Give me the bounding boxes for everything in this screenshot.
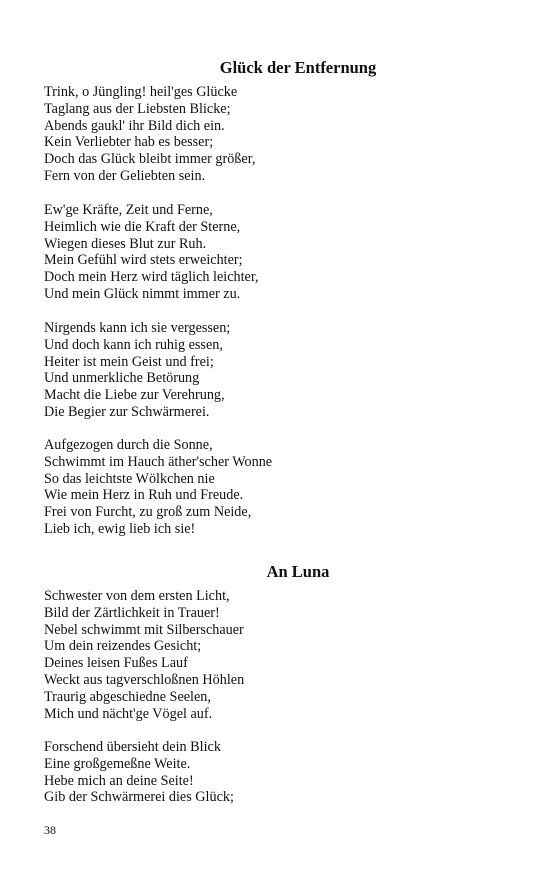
verse-line: Um dein reizendes Gesicht; (44, 638, 202, 655)
verse-line: Deines leisen Fußes Lauf (44, 655, 188, 672)
verse-line: Eine großgemeßne Weite. (44, 755, 191, 772)
verse-line: Macht die Liebe zur Verehrung, (44, 387, 225, 404)
stanza (44, 84, 255, 185)
verse-line: Und mein Glück nimmt immer zu. (44, 285, 241, 302)
stanza (44, 202, 259, 303)
verse-line: Heiter ist mein Geist und frei; (44, 353, 214, 370)
stanza (44, 320, 230, 421)
verse-line: Bild der Zärtlichkeit in Trauer! (44, 604, 220, 621)
verse-line: Doch mein Herz wird täglich leichter, (44, 269, 259, 286)
verse-line: Trink, o Jüngling! heil'ges Glücke (44, 84, 238, 100)
verse-line: Ew'ge Kräfte, Zeit und Ferne, (44, 202, 213, 218)
stanza (44, 437, 272, 538)
verse-line: Wie mein Herz in Ruh und Freude. (44, 487, 244, 504)
verse-line: So das leichtste Wölkchen nie (44, 470, 215, 487)
verse-line: Hebe mich an deine Seite! (44, 772, 194, 789)
verse-line: Schwester von dem ersten Licht, (44, 588, 230, 604)
verse-line: Gib der Schwärmerei dies Glück; (44, 789, 234, 806)
verse-line: Forschend übersieht dein Blick (44, 739, 221, 755)
page-number: 38 (44, 823, 56, 837)
verse-line: Weckt aus tagverschloßnen Höhlen (44, 671, 245, 688)
verse-line: Taglang aus der Liebsten Blicke; (44, 100, 231, 117)
verse-line: Mich und nächt'ge Vögel auf. (44, 705, 213, 722)
verse-line: Und doch kann ich ruhig essen, (44, 336, 223, 353)
verse-line: Kein Verliebter hab es besser; (44, 134, 214, 151)
stanza (44, 739, 234, 806)
verse-line: Frei von Furcht, zu groß zum Neide, (44, 504, 252, 521)
verse-line: Traurig abgeschiedne Seelen, (44, 688, 211, 705)
verse-line: Heimlich wie die Kraft der Sterne, (44, 218, 241, 235)
verse-line: Wiegen dieses Blut zur Ruh. (44, 235, 207, 252)
verse-line: Und unmerkliche Betörung (44, 370, 200, 387)
poem-title: An Luna (266, 562, 330, 581)
verse-line: Die Begier zur Schwärmerei. (44, 403, 210, 420)
verse-line: Fern von der Geliebten sein. (44, 167, 206, 184)
stanza (44, 588, 244, 722)
poem-title: Glück der Entfernung (219, 58, 377, 77)
verse-line: Nebel schwimmt mit Silberschauer (44, 621, 244, 638)
verse-line: Doch das Glück bleibt immer größer, (44, 151, 256, 168)
verse-line: Schwimmt im Hauch äther'scher Wonne (44, 453, 273, 470)
verse-line: Mein Gefühl wird stets erweichter; (44, 252, 243, 269)
verse-line: Abends gaukl' ihr Bild dich ein. (44, 117, 225, 134)
verse-line: Aufgezogen durch die Sonne, (44, 437, 213, 453)
verse-line: Nirgends kann ich sie vergessen; (44, 320, 231, 336)
verse-line: Lieb ich, ewig lieb ich sie! (44, 520, 196, 537)
